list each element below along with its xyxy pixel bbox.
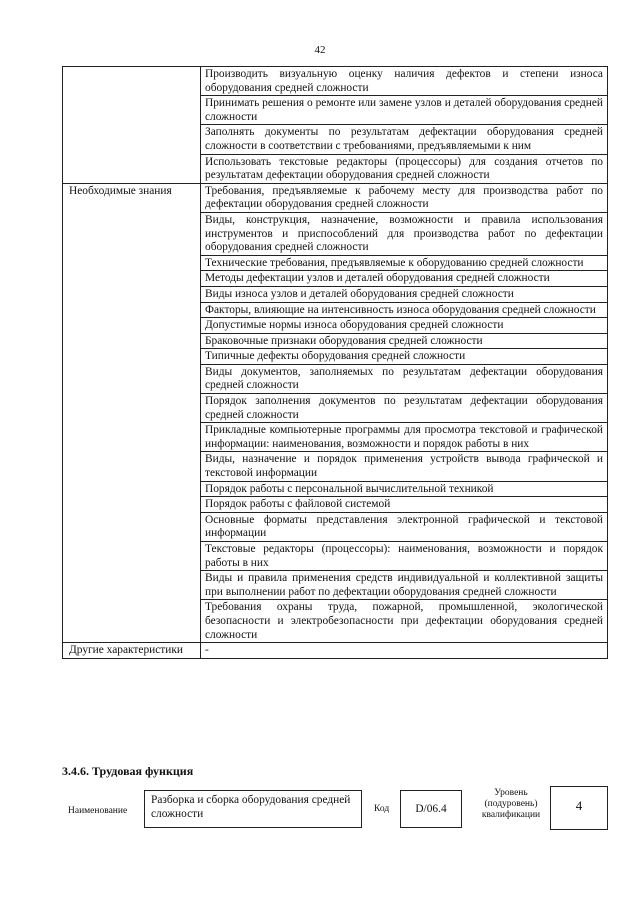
row-label-cell: Необходимые знания [63,183,201,642]
row-item-cell: Типичные дефекты оборудования средней сложности [201,349,608,365]
row-item-cell: Принимать решения о ремонте или замене узлов и деталей оборудования средней сложности [201,96,608,125]
row-item-cell: Использовать текстовые редакторы (процессоры) для создания отчетов по результатам дефектации оборудования средней сложности [201,154,608,183]
table-row [63,643,608,659]
row-item-cell: Допустимые нормы износа оборудования средней сложности [201,318,608,334]
row-item-cell: - [201,643,608,659]
qualification-level-box [550,786,608,830]
row-item-cell: Виды документов, заполняемых по результатам дефектации оборудования средней сложности [201,364,608,393]
row-label-cell [63,67,201,184]
row-item-cell: Требования, предъявляемые к рабочему месту для производства работ по дефектации оборудования средней сложности [201,183,608,212]
qualification-level-value: 4 [575,798,583,813]
code-label: Код [374,804,390,814]
row-item-cell: Виды и правила применения средств индивидуальной и коллективной защиты при выполнении работ по дефектации оборудования средней сложности [201,571,608,600]
row-item-cell: Порядок работы с файловой системой [201,497,608,513]
row-item-cell: Браковочные признаки оборудования средней сложности [201,333,608,349]
row-item-cell: Основные форматы представления электронной графической и текстовой информации [201,512,608,541]
function-name-value: Разборка и сборка оборудования средней сложности [151,794,351,820]
row-item-cell: Методы дефектации узлов и деталей оборудования средней сложности [201,271,608,287]
row-item-cell: Текстовые редакторы (процессоры): наименования, возможности и порядок работы в них [201,542,608,571]
row-item-cell: Производить визуальную оценку наличия дефектов и степени износа оборудования средней сложности [201,67,608,96]
table-row [63,183,608,212]
row-item-cell: Факторы, влияющие на интенсивность износа оборудования средней сложности [201,302,608,318]
row-item-cell: Заполнять документы по результатам дефектации оборудования средней сложности в соответствии с требованиями, предъявляемыми к ним [201,125,608,154]
function-code-box [400,790,462,828]
row-item-cell: Порядок заполнения документов по результатам дефектации оборудования средней сложности [201,394,608,423]
function-code-value: D/06.4 [415,803,447,815]
qualification-level-label: Уровень (подуровень) квалификации [481,788,541,820]
row-label-cell: Другие характеристики [63,643,201,659]
knowledge-skills-table [62,66,608,659]
page-number: 42 [314,44,326,56]
name-label: Наименование [68,806,128,816]
row-item-cell: Виды износа узлов и деталей оборудования средней сложности [201,286,608,302]
table-row [63,67,608,96]
row-item-cell: Прикладные компьютерные программы для просмотра текстовой и графической информации: наименования, возможности и порядок работы в них [201,423,608,452]
row-item-cell: Порядок работы с персональной вычислительной техникой [201,481,608,497]
function-name-box [144,790,362,828]
row-item-cell: Виды, назначение и порядок применения устройств вывода графической и текстовой информации [201,452,608,481]
row-item-cell: Технические требования, предъявляемые к оборудованию средней сложности [201,255,608,271]
section-title: 3.4.6. Трудовая функция [62,764,194,778]
row-item-cell: Виды, конструкция, назначение, возможности и правила использования инструментов и приспособлений для производства работ по дефектации оборудования средней сложности [201,212,608,255]
row-item-cell: Требования охраны труда, пожарной, промышленной, экологической безопасности и электробезопасности при дефектации оборудования средней сложности [201,600,608,643]
labor-function-row [62,786,608,836]
